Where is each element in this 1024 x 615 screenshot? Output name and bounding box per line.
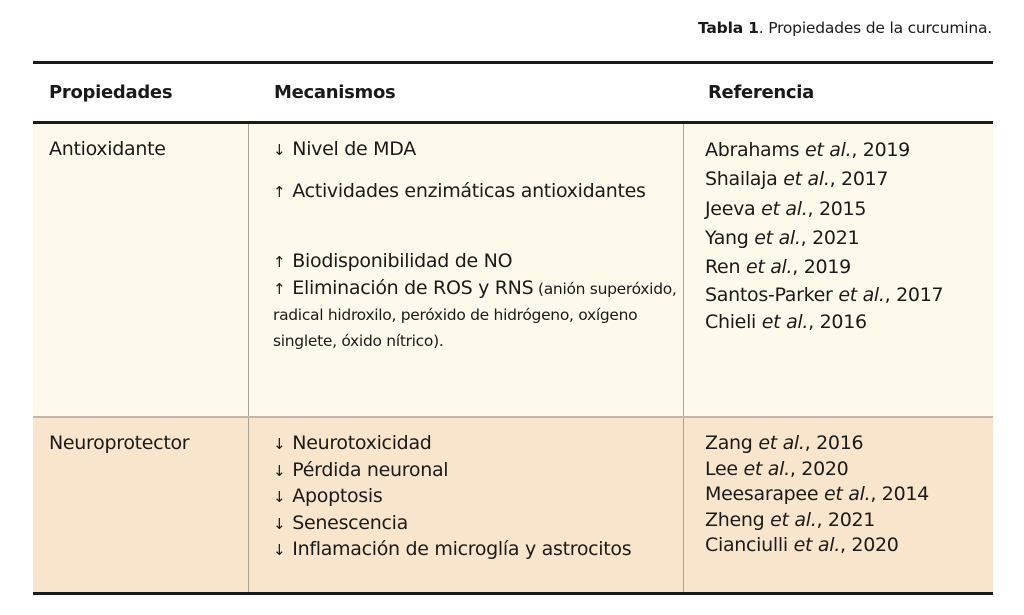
table-row-neuroprotector bbox=[33, 418, 993, 595]
reference-item bbox=[705, 253, 993, 282]
table-row-antioxidante bbox=[33, 124, 993, 418]
reference-author: Lee bbox=[705, 457, 738, 480]
reference-year: , 2019 bbox=[792, 256, 851, 279]
arrow-down-icon: ↓ bbox=[273, 435, 286, 453]
mechanism-text: Senescencia bbox=[292, 511, 408, 534]
header-propiedades: Propiedades bbox=[49, 82, 173, 103]
reference-year: , 2015 bbox=[807, 197, 867, 220]
reference-item bbox=[705, 136, 993, 165]
reference-author: Santos-Parker bbox=[705, 284, 833, 307]
reference-author: Zang bbox=[705, 432, 753, 454]
caption-label: Tabla 1 bbox=[698, 19, 759, 37]
reference-year: , 2020 bbox=[789, 457, 849, 480]
reference-item bbox=[705, 195, 993, 224]
reference-author: Zheng bbox=[705, 508, 765, 531]
references-cell bbox=[684, 124, 993, 416]
mechanism-text: Nivel de MDA bbox=[292, 138, 416, 160]
reference-author: Cianciulli bbox=[705, 534, 788, 556]
reference-year: , 2017 bbox=[884, 284, 944, 307]
reference-item bbox=[705, 431, 993, 457]
reference-year: , 2016 bbox=[804, 432, 864, 454]
mechanism-item bbox=[273, 458, 683, 485]
header-referencia: Referencia bbox=[708, 82, 814, 103]
reference-author: Ren bbox=[705, 256, 741, 279]
arrow-down-icon: ↓ bbox=[273, 514, 286, 533]
mechanism-text: Inflamación de microglía y astrocitos bbox=[292, 538, 632, 560]
mechanism-item bbox=[273, 537, 683, 564]
mechanism-note: (anión superóxido, radical hidroxilo, peróxido de hidrógeno, oxígeno singlete, óxido nítrico). bbox=[273, 279, 677, 350]
mechanism-item bbox=[273, 179, 683, 206]
arrow-down-icon: ↓ bbox=[273, 141, 286, 159]
reference-etal: et al. bbox=[783, 168, 830, 191]
reference-year: , 2014 bbox=[870, 483, 929, 505]
reference-year: , 2020 bbox=[839, 534, 899, 556]
arrow-up-icon: ↑ bbox=[273, 279, 286, 298]
reference-item bbox=[705, 457, 993, 483]
mechanism-item bbox=[273, 511, 683, 538]
reference-year: , 2016 bbox=[808, 311, 867, 334]
reference-author: Chieli bbox=[705, 311, 757, 334]
reference-etal: et al. bbox=[770, 508, 817, 531]
reference-item bbox=[705, 533, 993, 559]
caption-text: . Propiedades de la curcumina. bbox=[758, 19, 992, 37]
reference-item bbox=[705, 282, 993, 309]
reference-year: , 2019 bbox=[851, 139, 910, 161]
reference-etal: et al. bbox=[754, 226, 801, 249]
reference-year: , 2017 bbox=[829, 168, 889, 191]
reference-etal: et al. bbox=[743, 457, 790, 480]
reference-year: , 2021 bbox=[816, 508, 876, 531]
reference-item bbox=[705, 508, 993, 534]
reference-item bbox=[705, 165, 993, 194]
mechanisms-cell bbox=[249, 418, 684, 592]
mechanism-item bbox=[273, 249, 683, 276]
arrow-up-icon: ↑ bbox=[273, 253, 286, 271]
reference-etal: et al. bbox=[793, 534, 840, 556]
references-cell bbox=[684, 418, 993, 592]
table-caption bbox=[698, 19, 992, 37]
mechanisms-cell bbox=[249, 124, 684, 416]
reference-year: , 2021 bbox=[800, 226, 860, 249]
mechanism-item bbox=[273, 431, 683, 458]
reference-item bbox=[705, 224, 993, 253]
arrow-down-icon: ↓ bbox=[273, 461, 286, 480]
mechanism-item bbox=[273, 137, 683, 164]
properties-table bbox=[33, 61, 993, 595]
mechanism-text: Actividades enzimáticas antioxidantes bbox=[292, 179, 646, 202]
reference-author: Abrahams bbox=[705, 139, 800, 161]
reference-author: Yang bbox=[705, 226, 749, 249]
reference-item bbox=[705, 309, 993, 336]
arrow-down-icon: ↓ bbox=[273, 541, 286, 559]
arrow-down-icon: ↓ bbox=[273, 488, 286, 506]
reference-etal: et al. bbox=[761, 311, 809, 334]
reference-etal: et al. bbox=[804, 139, 852, 161]
mechanism-item bbox=[273, 276, 683, 354]
mechanism-text: Eliminación de ROS y RNS bbox=[292, 276, 534, 299]
property-cell: Neuroprotector bbox=[33, 418, 249, 592]
reference-item bbox=[705, 482, 993, 508]
reference-etal: et al. bbox=[758, 432, 805, 454]
reference-author: Jeeva bbox=[705, 197, 756, 220]
reference-etal: et al. bbox=[761, 197, 808, 220]
reference-author: Shailaja bbox=[705, 168, 778, 191]
mechanism-text: Neurotoxicidad bbox=[292, 432, 432, 454]
mechanism-item bbox=[273, 484, 683, 511]
mechanism-text: Pérdida neuronal bbox=[292, 458, 449, 481]
table-header bbox=[33, 64, 993, 124]
reference-etal: et al. bbox=[838, 284, 885, 307]
reference-etal: et al. bbox=[823, 483, 871, 505]
reference-author: Meesarapee bbox=[705, 483, 819, 505]
property-cell: Antioxidante bbox=[33, 124, 249, 416]
reference-etal: et al. bbox=[745, 256, 793, 279]
mechanism-text: Apoptosis bbox=[292, 485, 383, 507]
header-mecanismos: Mecanismos bbox=[274, 82, 396, 103]
arrow-up-icon: ↑ bbox=[273, 182, 286, 201]
mechanism-text: Biodisponibilidad de NO bbox=[292, 250, 513, 272]
